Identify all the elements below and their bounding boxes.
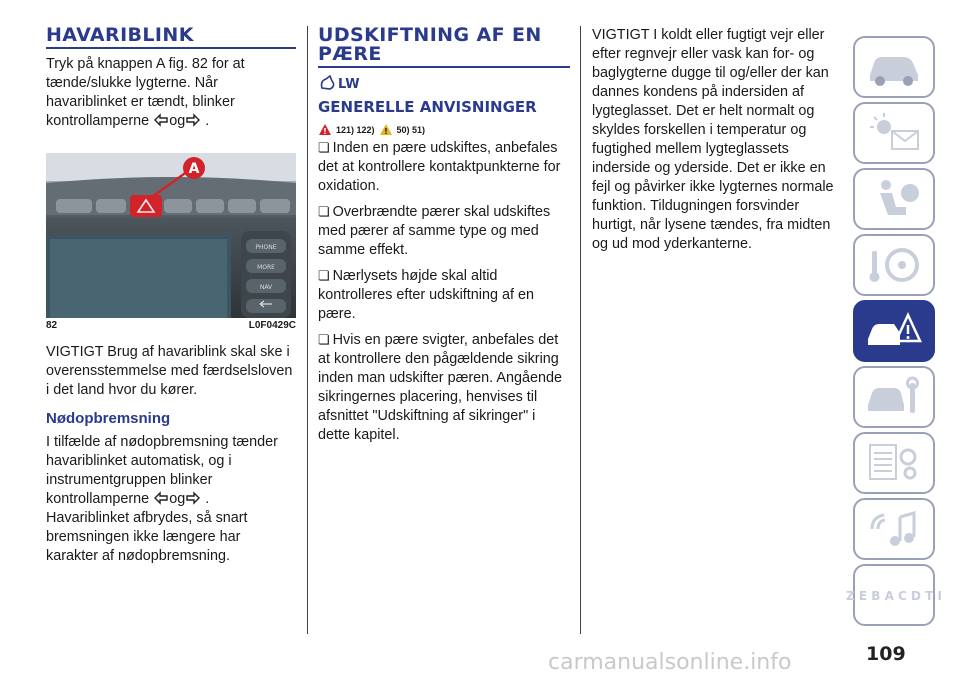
tab-starting-driving[interactable]: [853, 234, 935, 296]
light-warning-icon: [864, 111, 924, 155]
section-title: UDSKIFTNING AF EN PÆRE: [318, 26, 570, 68]
figure-marker: A: [188, 161, 200, 177]
right-indicator-icon: [186, 492, 200, 504]
paragraph-vigtigt: VIGTIGT Brug af havariblink skal ske i overensstemmelse med færdselsloven i det land hvor du kører.: [46, 344, 293, 398]
tab-emergency[interactable]: [853, 300, 935, 362]
svg-text:MORE: MORE: [257, 264, 275, 271]
figure-82-hazard-button-photo: [46, 153, 296, 318]
left-indicator-icon: [154, 114, 168, 126]
tab-maintenance[interactable]: [853, 366, 935, 428]
paragraph: VIGTIGT I koldt eller fugtigt vejr eller efter regnvejr eller vask kan for- og baglygterne dugge til og/eller der kan dannes kondens på indersiden af lygteglasset. Det er helt normalt og skyldes forskellen i temperatur og fugtighed mellem lygteglassets inderside og yderside. Det er ikke en fejl og påvirker ikke lygternes normale funktion. Tildugningen forsvinder hurtigt, når lysene tændes, fra midten og ud mod yderkanterne.: [592, 27, 834, 252]
tab-multimedia[interactable]: [853, 498, 935, 560]
figure-caption: [46, 320, 296, 331]
column-condensation-note: [592, 26, 844, 254]
svg-text:LW: LW: [338, 77, 360, 92]
car-wrench-icon: [864, 375, 924, 419]
paragraph: I tilfælde af nødopbremsning tænder havariblinket automatisk, og i instrumentgruppen blinker kontrollamperne og . Havariblinket afbrydes, så snart bremsningen ikke længere har karakter af nødopbremsning.: [46, 434, 278, 564]
emergency-car-icon: [864, 309, 924, 353]
index-icon: [846, 573, 942, 617]
left-indicator-icon: [154, 492, 168, 504]
media-icon: [864, 507, 924, 551]
reference-notes: ! 121) 122) ! 50) 51): [318, 123, 570, 136]
symbols-icon: [318, 72, 570, 92]
seat-airbag-icon: [864, 177, 924, 221]
chapter-tabs: [846, 36, 942, 630]
svg-text:!: !: [383, 127, 388, 136]
list-item: ❏ Nærlysets højde skal altid kontrolleres efter udskiftning af en pære.: [318, 266, 570, 324]
subsection-title: GENERELLE ANVISNINGER: [318, 98, 537, 116]
watermark: carmanualsonline.info: [548, 650, 792, 675]
column-divider: [307, 26, 308, 634]
column-hazard-lights: [46, 26, 296, 566]
svg-text:PHONE: PHONE: [255, 244, 277, 251]
right-indicator-icon: [186, 114, 200, 126]
subsection-title: Nødopbremsning: [46, 410, 171, 427]
tab-index[interactable]: [846, 564, 942, 626]
danger-triangle-icon: [318, 123, 332, 136]
figure-number: 82: [46, 320, 58, 331]
list-item: ❏ Overbrændte pærer skal udskiftes med pærer af samme type og med samme effekt.: [318, 202, 570, 260]
car-icon: [864, 45, 924, 89]
svg-text:Z E B A C D T I: Z E B A C D T I: [846, 589, 942, 603]
list-item: ❏ Inden en pære udskiftes, anbefales det at kontrollere kontaktpunkterne for oxidation.: [318, 138, 570, 196]
dashboard-illustration: [46, 153, 296, 318]
page-number: 109: [866, 643, 906, 665]
paragraph: Tryk på knappen A fig. 82 for at tænde/slukke lygterne. Når havariblinket er tændt, blinker kontrollamperne og .: [46, 56, 245, 129]
column-divider: [580, 26, 581, 634]
svg-text:!: !: [323, 127, 327, 136]
svg-text:NAV: NAV: [259, 284, 273, 291]
data-gears-icon: [864, 441, 924, 485]
figure-code: L0F0429C: [248, 320, 296, 331]
section-title: HAVARIBLINK: [46, 26, 296, 49]
tab-lights-warnings[interactable]: [853, 102, 935, 164]
list-item: ❏ Hvis en pære svigter, anbefales det at kontrollere den pågældende sikring inden man udskifter pæren. Angående sikringernes placering, henvises til afsnittet "Udskiftning af sikringer" i dette kapitel.: [318, 330, 570, 445]
tab-safety[interactable]: [853, 168, 935, 230]
steering-key-icon: [864, 243, 924, 287]
tab-car[interactable]: [853, 36, 935, 98]
tab-technical-data[interactable]: [853, 432, 935, 494]
column-bulb-replacement: [318, 26, 570, 445]
caution-triangle-icon: [379, 123, 393, 136]
